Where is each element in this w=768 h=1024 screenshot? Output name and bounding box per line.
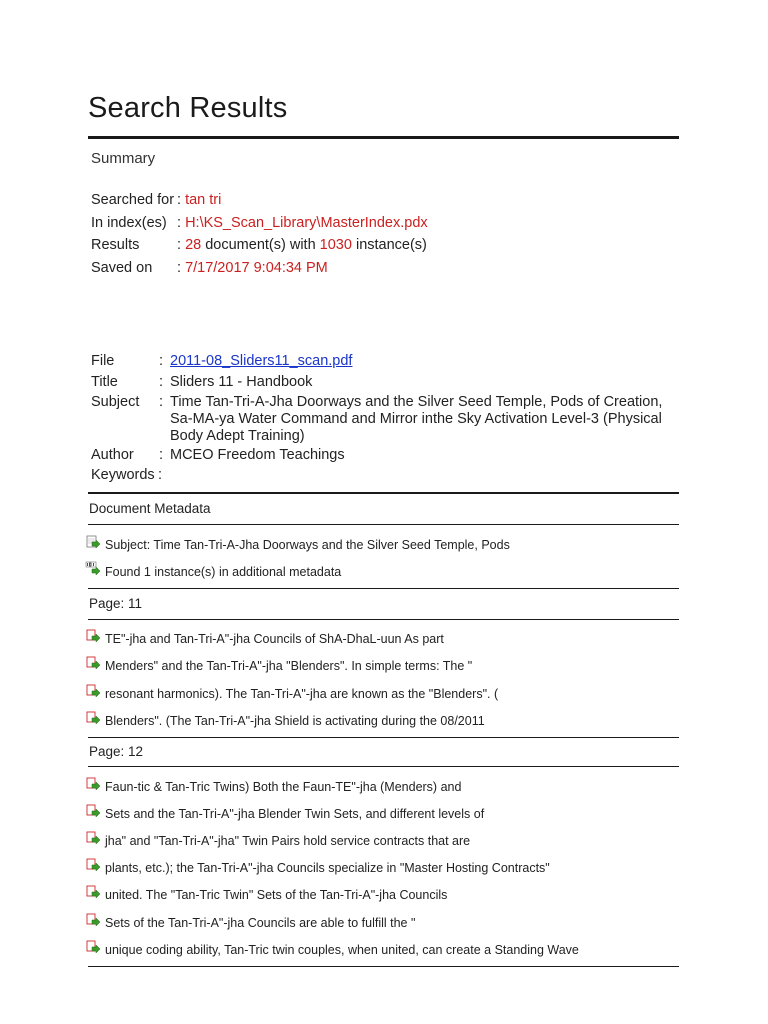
section-divider <box>88 524 679 525</box>
section-divider <box>88 492 679 494</box>
document-author: MCEO Freedom Teachings <box>170 447 345 463</box>
page-heading: Page: 12 <box>89 744 144 759</box>
section-divider <box>88 588 679 589</box>
arrow-doc-icon <box>85 857 101 873</box>
arrow-doc-icon <box>85 776 101 792</box>
page-title: Search Results <box>88 92 288 124</box>
document-subject: Time Tan-Tri-A-Jha Doorways and the Silver Seed Temple, Pods of Creation, Sa-MA-ya Water Command and Mirror inthe Sky Activation Level-3 (Physical Body Adept Training) <box>170 394 663 444</box>
section-divider <box>88 966 679 967</box>
section-divider <box>88 737 679 738</box>
instance-count: 1030 <box>319 237 352 253</box>
summary-saved-on: Saved on : 7/17/2017 9:04:34 PM <box>91 260 328 276</box>
file-link[interactable]: 2011-08_Sliders11_scan.pdf <box>170 353 353 369</box>
arrow-doc-icon <box>85 912 101 928</box>
summary-label: Searched for <box>91 192 175 208</box>
summary-label: In index(es) <box>91 215 167 231</box>
arrow-doc-icon <box>85 655 101 671</box>
arrow-doc-icon <box>85 710 101 726</box>
summary-heading: Summary <box>91 150 156 167</box>
arrow-doc-icon <box>85 939 101 955</box>
document-title: Sliders 11 - Handbook <box>170 374 313 390</box>
saved-timestamp: 7/17/2017 9:04:34 PM <box>185 260 328 276</box>
summary-label: Results <box>91 237 140 253</box>
arrow-doc-icon <box>85 803 101 819</box>
arrow-check-icon <box>85 534 101 550</box>
document-metadata-heading: Document Metadata <box>89 501 211 516</box>
summary-label: Saved on <box>91 260 153 276</box>
section-divider <box>88 619 679 620</box>
summary-searched-for: Searched for : tan tri <box>91 192 222 208</box>
arrow-101-icon <box>85 561 101 577</box>
summary-results: Results : 28 document(s) with 1030 instance(s) <box>91 237 427 253</box>
arrow-doc-icon <box>85 683 101 699</box>
page-heading: Page: 11 <box>89 596 143 611</box>
document-count: 28 <box>185 237 202 253</box>
arrow-doc-icon <box>85 884 101 900</box>
index-path: H:\KS_Scan_Library\MasterIndex.pdx <box>185 215 428 231</box>
summary-index: In index(es) : H:\KS_Scan_Library\MasterIndex.pdx <box>91 215 428 231</box>
arrow-doc-icon <box>85 830 101 846</box>
title-divider <box>88 136 679 139</box>
search-term: tan tri <box>185 192 222 208</box>
arrow-doc-icon <box>85 628 101 644</box>
section-divider <box>88 766 679 767</box>
